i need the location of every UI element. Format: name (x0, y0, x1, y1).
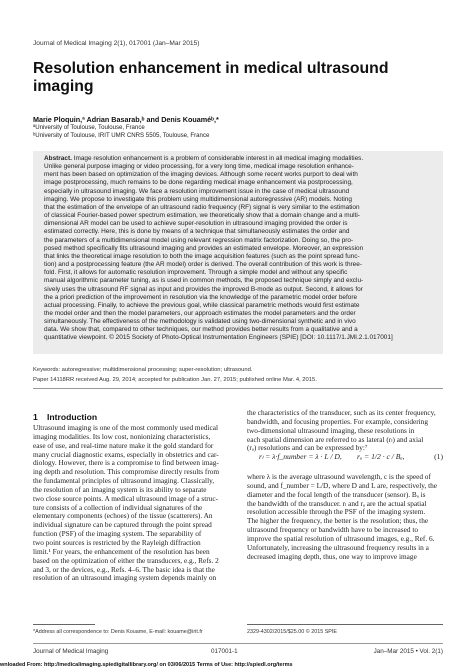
body-line: bandwidth, and focusing properties. For example, considering (247, 417, 428, 426)
abstract-line: the a priori prediction of the improvement in resolution via the knowledge of the parametric model order before (44, 293, 358, 301)
footer-rule (33, 643, 443, 644)
abstract-label: Abstract. (44, 155, 72, 162)
body-line: elementary components (echoes) of the tissue (scatterers). An (33, 512, 213, 521)
abstract-line: that links the theoretical image resolution to both the image acquisition features (such as the point spread func- (44, 252, 360, 260)
body-line: function (PSF) of the imaging system. The separability of (33, 530, 202, 539)
abstract-line: estimated correctly. Here, this is done by means of a technique that simultaneously estimates the order and (44, 228, 350, 236)
body-line: and 3, or the devices, e.g., Refs. 4–6. The basic idea is that the (33, 565, 215, 574)
body-line: many crucial diagnostic exams, especially in obstetrics and car- (33, 450, 219, 459)
affiliation-a: ªUniversity of Toulouse, Toulouse, France (33, 124, 145, 131)
abstract-line: imaging. We propose to investigate this problem using multidimensional autoregressive (AR) models. Noting (44, 195, 352, 203)
copyright-rule (247, 624, 443, 625)
left-column (33, 424, 229, 583)
abstract-line: the model order and then the model parameters, our approach estimates the model parameters and the order (44, 309, 356, 317)
paper-title (33, 60, 443, 96)
body-line: imaging modalities. Its low cost, nonionizing characteristics, (33, 432, 211, 441)
body-line: based on the optimization of either the transducers, e.g., Refs. 2 (33, 556, 219, 565)
body-line: two close source points. A medical ultrasound image of a struc- (33, 494, 219, 503)
body-line: resolution accessible through the PSF of the imaging system. (247, 508, 426, 517)
body-line: where λ is the average ultrasound wavelength, c is the speed of (247, 473, 431, 481)
body-line: ing depth and resolution. This compromise directly results from (33, 468, 220, 477)
body-line: the fundamental principles of ultrasound imaging. Classically, (33, 477, 215, 486)
right-column-bottom (247, 473, 443, 561)
abstract-line: simultaneously. The effectiveness of the methodology is validated using two-dimensional synthetic and in vivo (44, 318, 356, 326)
footer-journal: Journal of Medical Imaging (33, 648, 109, 655)
title-line-1: Resolution enhancement in medical ultrasound (33, 60, 389, 77)
abstract-line: dimensional AR model can be used to achieve super-resolution in ultrasound imaging provided the order is (44, 220, 348, 228)
abstract-line: Abstract. Image resolution enhancement is a problem of considerable interest in all medical imaging modalities. (44, 155, 364, 162)
body-line: the characteristics of the transducer, such as its center frequency, (247, 409, 436, 417)
equation-lateral: rₗ = λ·f_number = λ · L / D, (259, 452, 342, 461)
body-line: resolution of an ultrasound imaging system depends mainly on (33, 574, 217, 583)
download-notice: wnloaded From: http://medicalimaging.spiedigitallibrary.org/ on 03/06/2015 Terms of Use: http://spiedl.org/terms (0, 660, 474, 670)
equation-1 (247, 446, 443, 468)
section-heading (33, 412, 97, 422)
body-line: each spatial dimension are referred to as lateral (rₗ) and axial (247, 435, 424, 444)
section-title: Introduction (47, 412, 98, 422)
title-line-2: imaging (33, 78, 94, 95)
body-line: The higher the frequency, the better is the resolution; thus, the (247, 517, 429, 526)
abstract-line: of classical Fourier-based power spectrum estimation, we theoretically show that a domain change and a multi- (44, 212, 360, 220)
body-line: ture consists of a collection of individual signatures of the (33, 503, 203, 512)
abstract-line: quantitative viewpoint. © 2015 Society of Photo-Optical Instrumentation Engineers (SPIE) [DOI: 10.1117/1.JMI.2.1.017001] (44, 334, 393, 342)
abstract-line: tion) and a postprocessing feature (the AR model) order is derived. The overall contribution of this work is three- (44, 261, 362, 269)
keywords: Keywords: autoregressive; multidimensional processing; super-resolution; ultrasound. (33, 367, 253, 373)
abstract-line: manual algorithmic parameter tuning, as is used in common methods, the proposed technique simply and exclu- (44, 277, 364, 285)
copyright-notice: 2329-4302/2015/$25.00 © 2015 SPIE (247, 629, 337, 635)
body-line: decreased imaging depth, thus, one way to improve image (247, 552, 417, 561)
equation-axial: rₐ = 1/2 · c / Bₐ, (357, 452, 405, 461)
body-line: individual signature can be captured through the point spread (33, 521, 212, 530)
abstract-line: posed method specifically fits ultrasound imaging and provides an estimated envelope. Moreover, an expression (44, 244, 364, 252)
body-line: Ultrasound imaging is one of the most commonly used medical (33, 424, 219, 432)
section-number: 1 (33, 412, 38, 422)
footer-issue: Jan–Mar 2015 • Vol. 2(1) (373, 648, 443, 655)
body-line: two-dimensional ultrasound imaging, these resolutions in (247, 426, 415, 435)
abstract-line: the parameters of a multidimensional model using relevant regression matrix factorization. Doing so, the pro- (44, 236, 354, 244)
footnote-rule (33, 624, 95, 625)
body-line: diology. However, there is a compromise to find between imag- (33, 459, 219, 468)
abstract-line: sively uses the ultrasound RF signal as input and provides the improved B-mode as output. Second, it allows for (44, 285, 363, 293)
abstract-line: Unlike general purpose imaging or video processing, for a very long time, medical image resolution enhance- (44, 163, 354, 171)
abstract-line: that the estimation of the envelope of an ultrasound radio frequency (RF) signal is very similar to the estimation (44, 203, 360, 211)
correspondence-footnote: *Address all correspondence to: Denis Kouame, E-mail: kouame@irit.fr (33, 629, 203, 635)
body-line: two point sources is restricted by the Rayleigh diffraction (33, 538, 201, 547)
body-line: limit.¹ For years, the enhancement of the resolution has been (33, 547, 210, 556)
author-list: Marie Ploquin,ª Adrian Basarab,ᵇ and Denis Kouaméᵇ,* (33, 115, 219, 124)
journal-header: Journal of Medical Imaging 2(1), 017001 (Jan–Mar 2015) (33, 40, 200, 47)
abstract-line: ment has been based on optimization of the imaging devices. Although some recent works purport to deal with (44, 171, 358, 179)
body-line: diameter and the focal length of the transducer (sensor). Bₐ is (247, 490, 426, 499)
equation-number: (1) (434, 452, 443, 461)
footer-page-number: 017001-1 (211, 648, 238, 655)
abstract (44, 155, 436, 343)
abstract-line: fold. First, it allows for automatic resolution improvement. Through a simple model and without any specific (44, 269, 348, 277)
abstract-line: actual processing. Finally, to achieve the previous goal, while classical parametric methods would first estimate (44, 301, 360, 309)
body-line: sound, and f_number = L/D, where D and L are, respectively, the (247, 481, 437, 490)
abstract-line: image postprocessing, much remains to be done regarding medical image enhancement via postprocessing, (44, 179, 353, 187)
body-line: Unfortunately, increasing the ultrasound frequency results in a (247, 543, 429, 552)
abstract-line: especially in ultrasound imaging. We face a resolution improvement issue in the case of medical ultrasound (44, 187, 350, 195)
body-line: ultrasound frequency or bandwidth have to be increased to (247, 526, 419, 535)
body-line: ease of use, and real-time nature make it the gold standard for (33, 441, 214, 450)
body-line: (rₐ) resolutions and can be expressed by:⁷ (247, 444, 368, 453)
body-line: the bandwidth of the transducer. rₗ and rₐ are the actual spatial (247, 499, 427, 508)
body-line: improve the spatial resolution of ultrasound images, e.g., Ref. 6. (247, 534, 435, 543)
received-dates: Paper 14118RR received Aug. 29, 2014; accepted for publication Jan. 27, 2015; published online Mar. 4, 2015. (33, 377, 317, 383)
divider (33, 388, 443, 389)
abstract-line: data. We show that, compared to other techniques, our method provides better results from a qualitative and a (44, 326, 358, 334)
affiliation-b: ᵇUniversity of Toulouse, IRIT UMR CNRS 5505, Toulouse, France (33, 132, 210, 139)
body-line: the resolution of an imaging system is its ability to separate (33, 485, 207, 494)
